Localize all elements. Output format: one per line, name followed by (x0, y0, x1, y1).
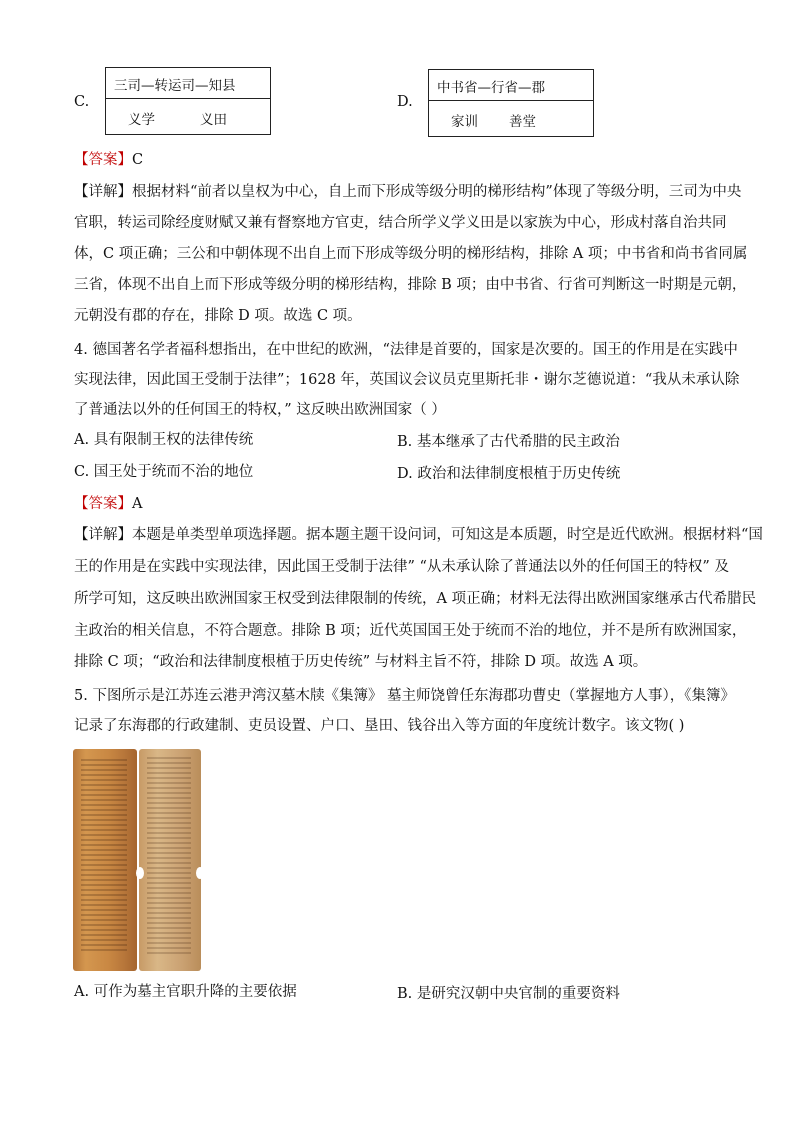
q3-detail-line: 官职，转运司除经度财赋又兼有督察地方官吏，结合所学义学义田是以家族为中心，形成村落自治共同 (74, 215, 727, 231)
q3-detail-line: 体，C 项正确；三公和中朝体现不出自上而下形成等级分明的梯形结构，排除 A 项；中书省和尚书省同属 (74, 246, 748, 262)
q5-option-b: B. 是研究汉朝中央官制的重要资料 (397, 986, 620, 1002)
option-d-top-text: 中书省—行省—郡 (437, 80, 545, 96)
q4-answer (74, 494, 142, 514)
wooden-slip-right (139, 749, 201, 971)
option-d-bottom-left: 家训 (451, 114, 478, 130)
option-d-letter: D. (397, 94, 413, 110)
option-d-diagram (428, 69, 594, 137)
q4-detail-line: 排除 C 项；“政治和法律制度根植于历史传统” 与材料主旨不符，排除 D 项。故选 A 项。 (74, 654, 648, 670)
q4-stem-line: 实现法律，因此国王受制于法律”；1628 年，英国议会议员克里斯托非・谢尔芝德说道：“我从未承认除 (74, 372, 740, 388)
q4-option-d: D. 政治和法律制度根植于历史传统 (397, 466, 621, 482)
q5-stem-line: 记录了东海郡的行政建制、吏员设置、户口、垦田、钱谷出入等方面的年度统计数字。该文物( ) (74, 718, 685, 734)
option-d-top-cell (429, 70, 593, 101)
q3-detail-line: 元朝没有郡的存在，排除 D 项。故选 C 项。 (74, 308, 362, 324)
option-c-top-text: 三司—转运司—知县 (114, 78, 236, 94)
q5-stem-line: 5. 下图所示是江苏连云港尹湾汉墓木牍《集簿》 墓主师饶曾任东海郡功曹史（掌握地方人事），《集簿》 (74, 688, 736, 704)
q4-detail-line: 【详解】本题是单类型单项选择题。据本题主题干设问词，可知这是本质题，时空是近代欧洲。根据材料“国 (74, 527, 763, 543)
option-c-letter: C. (74, 94, 90, 110)
q3-detail-line: 【详解】根据材料“前者以皇权为中心，自上而下形成等级分明的梯形结构”体现了等级分明，三司为中央 (74, 184, 742, 200)
wooden-slips-image (73, 749, 203, 971)
q4-answer-value: A (132, 496, 143, 512)
q4-detail-line: 主政治的相关信息，不符合题意。排除 B 项；近代英国国王处于统而不治的地位，并不是所有欧洲国家， (74, 623, 747, 639)
q4-detail-line: 王的作用是在实践中实现法律，因此国王受制于法律” “从未承认除了普通法以外的任何国王的特权” 及 (74, 559, 729, 575)
q4-option-b: B. 基本继承了古代希腊的民主政治 (397, 434, 620, 450)
q4-option-c: C. 国王处于统而不治的地位 (74, 464, 254, 480)
q3-answer (74, 150, 143, 170)
option-c-diagram (105, 67, 271, 135)
option-c-bottom-right: 义田 (200, 112, 227, 128)
q3-detail-line: 三省，体现不出自上而下形成等级分明的梯形结构，排除 B 项；由中书省、行省可判断这一时期是元朝， (74, 277, 747, 293)
option-c-bottom-left: 义学 (128, 112, 155, 128)
q4-stem-line: 了普通法以外的任何国王的特权，” 这反映出欧洲国家（ ） (74, 402, 446, 418)
q4-option-a: A. 具有限制王权的法律传统 (74, 432, 254, 448)
wooden-slip-left (73, 749, 137, 971)
option-d-bottom-right: 善堂 (509, 114, 536, 130)
q3-answer-value: C (132, 152, 144, 168)
q5-option-a: A. 可作为墓主官职升降的主要依据 (74, 984, 297, 1000)
q4-stem-line: 4. 德国著名学者福科想指出，在中世纪的欧洲，“法律是首要的，国家是次要的。国王的作用是在实践中 (74, 342, 738, 358)
q4-detail-line: 所学可知，这反映出欧洲国家王权受到法律限制的传统，A 项正确；材料无法得出欧洲国家继承古代希腊民 (74, 591, 757, 607)
q3-answer-tag: 【答案】 (74, 152, 132, 168)
q4-answer-tag: 【答案】 (74, 496, 132, 512)
option-c-top-cell (106, 68, 270, 99)
